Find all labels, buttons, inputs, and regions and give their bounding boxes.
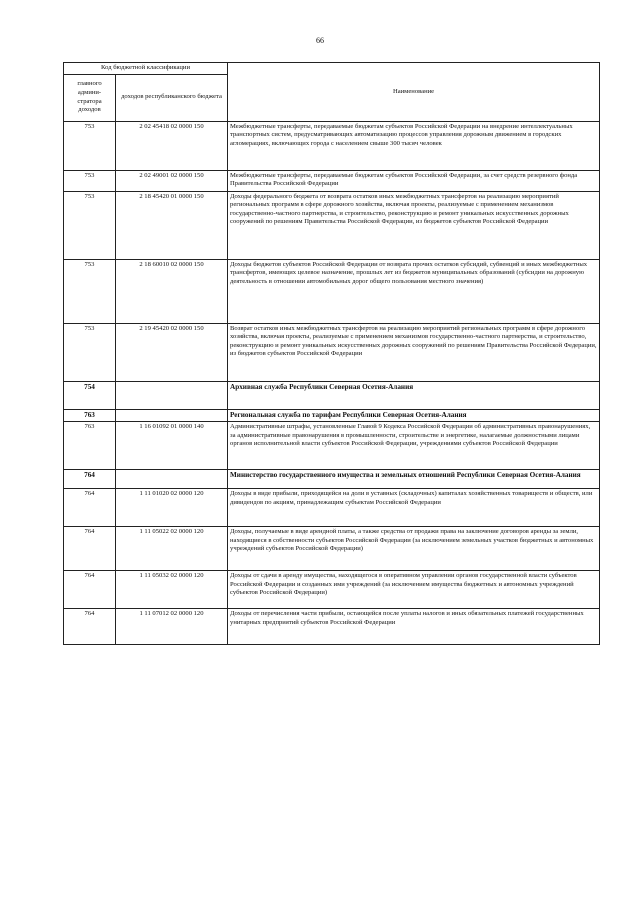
admin-code-cell: 763 <box>64 422 116 470</box>
admin-code-cell: 764 <box>64 527 116 571</box>
name-cell: Доходы от сдачи в аренду имущества, находящегося в оперативном управлении органов государственной власти субъектов Российской Федерации и созданных ими учреждений (за исключением имущества бюджетных и автономных учреждений субъектов Российской Федерации) <box>228 571 600 609</box>
admin-code-cell: 764 <box>64 609 116 645</box>
income-code-cell: 1 11 05022 02 0000 120 <box>116 527 228 571</box>
table-row <box>64 422 600 470</box>
admin-code-cell: 753 <box>64 323 116 381</box>
income-code-cell: 2 02 49001 02 0000 150 <box>116 170 228 191</box>
name-cell: Возврат остатков иных межбюджетных трансфертов на реализацию мероприятий региональных программ в сфере дорожного хозяйства, включая проекты, реализуемые с применением механизмов государственно-частного партнерства, и строительство, реконструкцию и ремонт уникальных искусственных дорожных сооружений по решениям Правительства Российской Федерации, из бюджетов субъектов Российской Федерации <box>228 323 600 381</box>
section-name-cell: Министерство государственного имущества и земельных отношений Республики Северная Осетия-Алания <box>228 470 600 489</box>
page-number: 66 <box>316 36 324 45</box>
header-admin-cell: главного админи-стратора доходов <box>64 74 116 121</box>
admin-code-cell: 753 <box>64 170 116 191</box>
income-code-cell: 2 02 45418 02 0000 150 <box>116 121 228 170</box>
income-code-cell <box>116 381 228 409</box>
name-cell: Доходы в виде прибыли, приходящейся на доли в уставных (складочных) капиталах хозяйственных товариществ и обществ, или дивидендов по акциям, принадлежащим субъектам Российской Федерации <box>228 489 600 527</box>
section-name-cell: Региональная служба по тарифам Республики Северная Осетия-Алания <box>228 409 600 422</box>
name-cell: Доходы федерального бюджета от возврата остатков иных межбюджетных трансфертов на реализацию мероприятий региональных программ в сфере дорожного хозяйства, включая проекты, реализуемые с применением механизмов государственно-частного партнерства, и строительство, реконструкцию и ремонт уникальных искусственных дорожных сооружений по решениям Правительства Российской Федерации, из бюджетов субъектов Российской Федерации <box>228 191 600 259</box>
income-code-cell: 1 11 07012 02 0000 120 <box>116 609 228 645</box>
admin-code-cell: 753 <box>64 191 116 259</box>
name-cell: Межбюджетные трансферты, передаваемые бюджетам субъектов Российской Федерации, за счет средств резервного фонда Правительства Российской Федерации <box>228 170 600 191</box>
section-name-cell: Архивная служба Республики Северная Осетия-Алания <box>228 381 600 409</box>
table-row <box>64 489 600 527</box>
name-cell: Доходы от перечисления части прибыли, остающейся после уплаты налогов и иных обязательных платежей государственных унитарных предприятий субъектов Российской Федерации <box>228 609 600 645</box>
header-income-cell: доходов республиканского бюджета <box>116 74 228 121</box>
table-row <box>64 170 600 191</box>
table-row-section <box>64 470 600 489</box>
table-row <box>64 609 600 645</box>
income-code-cell: 2 18 45420 01 0000 150 <box>116 191 228 259</box>
table-row <box>64 323 600 381</box>
income-code-cell <box>116 409 228 422</box>
budget-classification-table <box>63 62 600 645</box>
admin-code-cell: 763 <box>64 409 116 422</box>
table-row <box>64 527 600 571</box>
admin-code-cell: 764 <box>64 470 116 489</box>
income-code-cell: 1 11 05032 02 0000 120 <box>116 571 228 609</box>
income-code-cell: 1 16 01092 01 0000 140 <box>116 422 228 470</box>
header-name-cell: Наименование <box>228 63 600 122</box>
name-cell: Доходы, получаемые в виде арендной платы, а также средства от продажи права на заключение договоров аренды за земли, находящиеся в собственности субъектов Российской Федерации (за исключением земельных участков бюджетных и автономных учреждений субъектов Российской Федерации) <box>228 527 600 571</box>
table-row-section <box>64 409 600 422</box>
header-group-cell: Код бюджетной классификации <box>64 63 228 75</box>
table-row <box>64 191 600 259</box>
income-code-cell: 2 19 45420 02 0000 150 <box>116 323 228 381</box>
income-code-cell <box>116 470 228 489</box>
admin-code-cell: 764 <box>64 571 116 609</box>
name-cell: Административные штрафы, установленные Главой 9 Кодекса Российской Федерации об административных правонарушениях, за административные правонарушения в промышленности, строительстве и энергетике, налагаемые должностными лицами органов исполнительной власти субъектов Российской Федерации, учреждениями субъектов Российской Федерации <box>228 422 600 470</box>
table-body <box>64 121 600 645</box>
admin-code-cell: 764 <box>64 489 116 527</box>
income-code-cell: 2 18 60010 02 0000 150 <box>116 259 228 323</box>
table-row <box>64 121 600 170</box>
name-cell: Доходы бюджетов субъектов Российской Федерации от возврата прочих остатков субсидий, субвенций и иных межбюджетных трансфертов, имеющих целевое назначение, прошлых лет из бюджетов муниципальных образований (субсидии на дорожную деятельность в отношении автомобильных дорог общего пользования местного значения) <box>228 259 600 323</box>
admin-code-cell: 753 <box>64 121 116 170</box>
table-row-section <box>64 381 600 409</box>
table-row <box>64 259 600 323</box>
name-cell: Межбюджетные трансферты, передаваемые бюджетам субъектов Российской Федерации на внедрение интеллектуальных транспортных систем, предусматривающих автоматизацию процессов управления дорожным движением в городских агломерациях, включающих города с населением свыше 300 тысяч человек <box>228 121 600 170</box>
income-code-cell: 1 11 01020 02 0000 120 <box>116 489 228 527</box>
admin-code-cell: 754 <box>64 381 116 409</box>
admin-code-cell: 753 <box>64 259 116 323</box>
table-row <box>64 571 600 609</box>
